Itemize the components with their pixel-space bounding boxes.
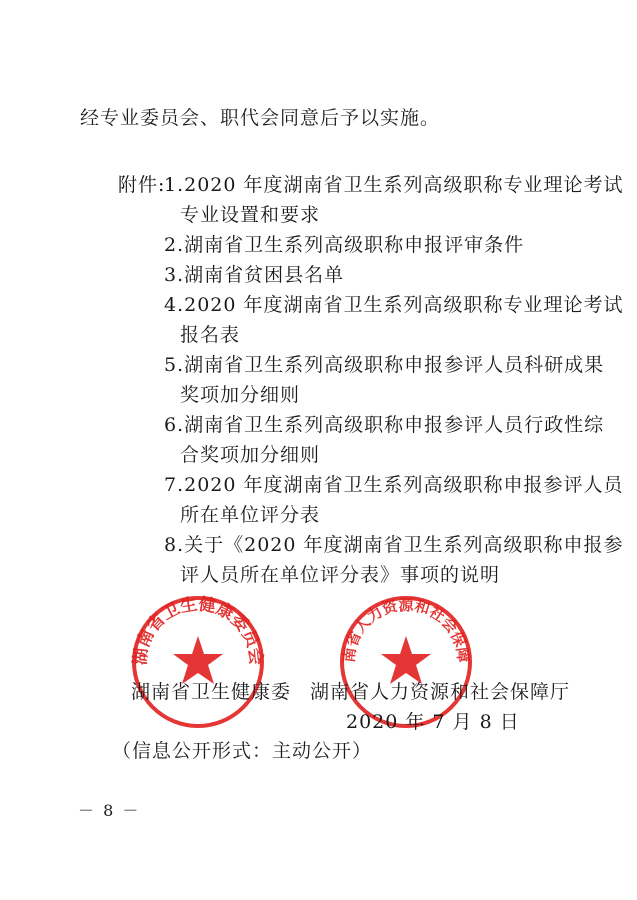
seal1-text: 湖南省卫生健康委员会 [130, 594, 266, 666]
attachment-1-line1: 1.2020 年度湖南省卫生系列高级职称专业理论考试 [164, 174, 624, 196]
attachment-6-line2: 合奖项加分细则 [180, 444, 321, 466]
attachment-1-line2: 专业设置和要求 [180, 204, 321, 226]
attachment-4-line2: 报名表 [180, 324, 241, 346]
seal2-text: 南省人力资源和社会保障 [339, 596, 473, 664]
attachment-8-line2: 评人员所在单位评分表》事项的说明 [180, 564, 501, 586]
attachment-5-line2: 奖项加分细则 [180, 384, 301, 406]
signature-org-1: 湖南省卫生健康委 [131, 681, 292, 703]
signature-date: 2020 年 7 月 8 日 [346, 711, 520, 733]
page-number: － 8 － [78, 801, 141, 820]
disclosure-note: （信息公开形式：主动公开） [112, 740, 373, 762]
attachment-5-line1: 5.湖南省卫生系列高级职称申报参评人员科研成果 [164, 354, 605, 376]
intro-line: 经专业委员会、职代会同意后予以实施。 [80, 107, 441, 129]
attachment-3-line1: 3.湖南省贫困县名单 [164, 264, 345, 286]
attachment-7-line1: 7.2020 年度湖南省卫生系列高级职称申报参评人员 [164, 474, 624, 496]
attachment-4-line1: 4.2020 年度湖南省卫生系列高级职称专业理论考试 [164, 294, 624, 316]
seal-health-commission-icon [128, 592, 268, 732]
attachment-2-line1: 2.湖南省卫生系列高级职称申报评审条件 [164, 234, 525, 256]
attachments-label: 附件: [118, 174, 166, 196]
attachment-8-line1: 8.关于《2020 年度湖南省卫生系列高级职称申报参 [164, 534, 624, 556]
attachment-6-line1: 6.湖南省卫生系列高级职称申报参评人员行政性综 [164, 414, 605, 436]
signature-org-2: 湖南省人力资源和社会保障厅 [310, 681, 571, 703]
attachment-7-line2: 所在单位评分表 [180, 504, 321, 526]
